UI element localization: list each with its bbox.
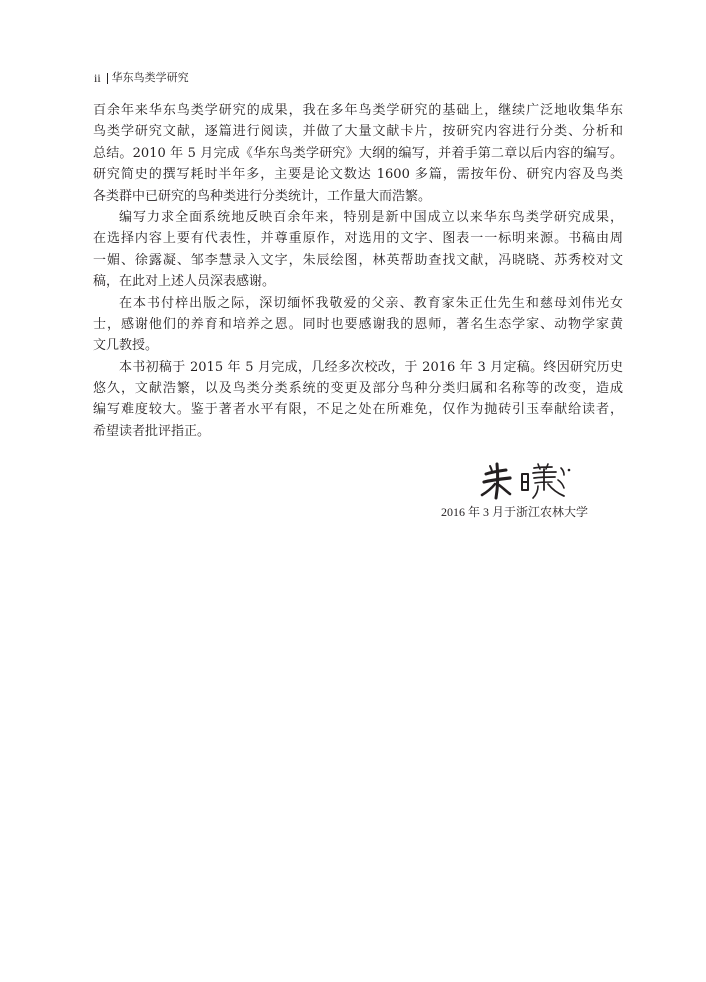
paragraph-line: 总结。2010 年 5 月完成《华东鸟类学研究》大纲的编写，并着手第二章以后内容的编写。: [93, 145, 623, 161]
paragraph-line: 稿，在此对上述人员深表感谢。: [93, 274, 276, 290]
running-head: [94, 70, 189, 86]
paragraph-line: 在本书付梓出版之际，深切缅怀我敬爱的父亲、教育家朱正仕先生和慈母刘伟光女: [119, 295, 623, 311]
signature-date-place: 2016 年 3 月于浙江农林大学: [441, 505, 589, 519]
paragraph-line: 在选择内容上要有代表性，并尊重原作，对选用的文字、图表一一标明来源。书稿由周: [93, 231, 623, 247]
paragraph-line: 编写力求全面系统地反映百余年来，特别是新中国成立以来华东鸟类学研究成果，: [119, 209, 623, 225]
header-separator: [107, 73, 108, 84]
paragraph-line: 编写难度较大。鉴于著者水平有限，不足之处在所难免，仅作为抛砖引玉奉献给读者，: [93, 402, 623, 418]
paragraph-line: 各类群中已研究的鸟种类进行分类统计，工作量大而浩繁。: [93, 188, 432, 204]
preface-body: [93, 100, 623, 442]
paragraph-line: 百余年来华东鸟类学研究的成果，我在多年鸟类学研究的基础上，继续广泛地收集华东: [93, 103, 623, 118]
page-number: ii: [94, 71, 101, 85]
paragraph-line: 鸟类学研究文献，逐篇进行阅读，并做了大量文献卡片，按研究内容进行分类、分析和: [93, 124, 623, 140]
paragraph-line: 士，感谢他们的养育和培养之恩。同时也要感谢我的恩师，著名生态学家、动物学家黄: [93, 316, 623, 332]
paragraph-line: 希望读者批评指正。: [93, 423, 211, 439]
paragraph-line: 悠久，文献浩繁，以及鸟类分类系统的变更及部分鸟种分类归属和名称等的改变，造成: [93, 381, 623, 397]
paragraph-line: 研究简史的撰写耗时半年多，主要是论文数达 1600 多篇，需按年份、研究内容及鸟类: [93, 167, 623, 183]
author-signature: [478, 460, 578, 502]
book-title: 华东鸟类学研究: [111, 71, 189, 84]
paragraph-line: 本书初稿于 2015 年 5 月完成，几经多次校改，于 2016 年 3 月定稿。终因研究历史: [119, 359, 623, 375]
paragraph-line: 一媚、徐露凝、邹李慧录入文字，朱辰绘图，林英帮助查找文献，冯晓晓、苏秀校对文: [93, 252, 623, 268]
paragraph-line: 文几教授。: [93, 338, 159, 354]
